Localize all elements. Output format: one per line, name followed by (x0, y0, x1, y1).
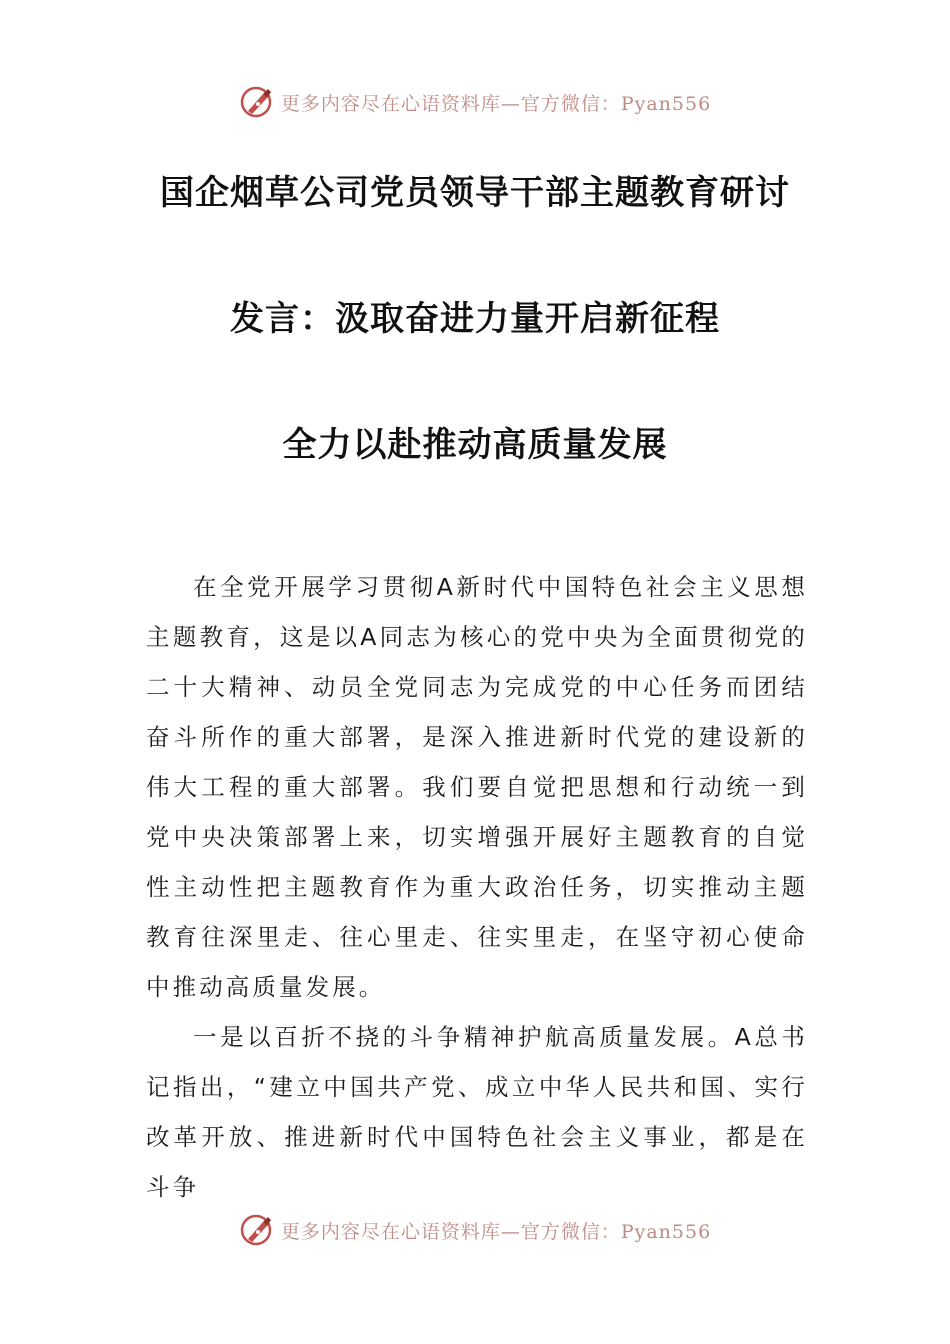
body-paragraph-2: 一是以百折不挠的斗争精神护航高质量发展。A总书记指出，“建立中国共产党、成立中华人民共和国、实行改革开放、推进新时代中国特色社会主义事业，都是在斗争 (146, 1023, 808, 1201)
title-line-2: 发言：汲取奋进力量开启新征程 (230, 299, 720, 339)
body-paragraph-1: 在全党开展学习贯彻A新时代中国特色社会主义思想主题教育，这是以A同志为核心的党中央为全面贯彻党的二十大精神、动员全党同志为完成党的中心任务而团结奋斗所作的重大部署，是深入推进新时代党的建设新的伟大工程的重大部署。我们要自觉把思想和行动统一到党中央决策部署上来，切实增强开展好主题教育的自觉性主动性把主题教育作为重大政治任务，切实推动主题教育往深里走、往心里走、往实里走，在坚守初心使命中推动高质量发展。 (146, 573, 808, 1001)
document-body (146, 562, 808, 1212)
title-line-3: 全力以赴推动高质量发展 (282, 425, 668, 465)
header-watermark (0, 82, 950, 122)
footer-watermark-text: 更多内容尽在心语资料库—官方微信：Pyan556 (280, 1220, 712, 1243)
title-line-1: 国企烟草公司党员领导干部主题教育研讨 (160, 173, 790, 213)
pen-nib-logo-icon (239, 84, 275, 120)
footer-watermark (0, 1210, 950, 1250)
document-title (0, 170, 950, 464)
header-watermark-text: 更多内容尽在心语资料库—官方微信：Pyan556 (280, 92, 712, 115)
pen-nib-logo-icon (239, 1212, 275, 1248)
